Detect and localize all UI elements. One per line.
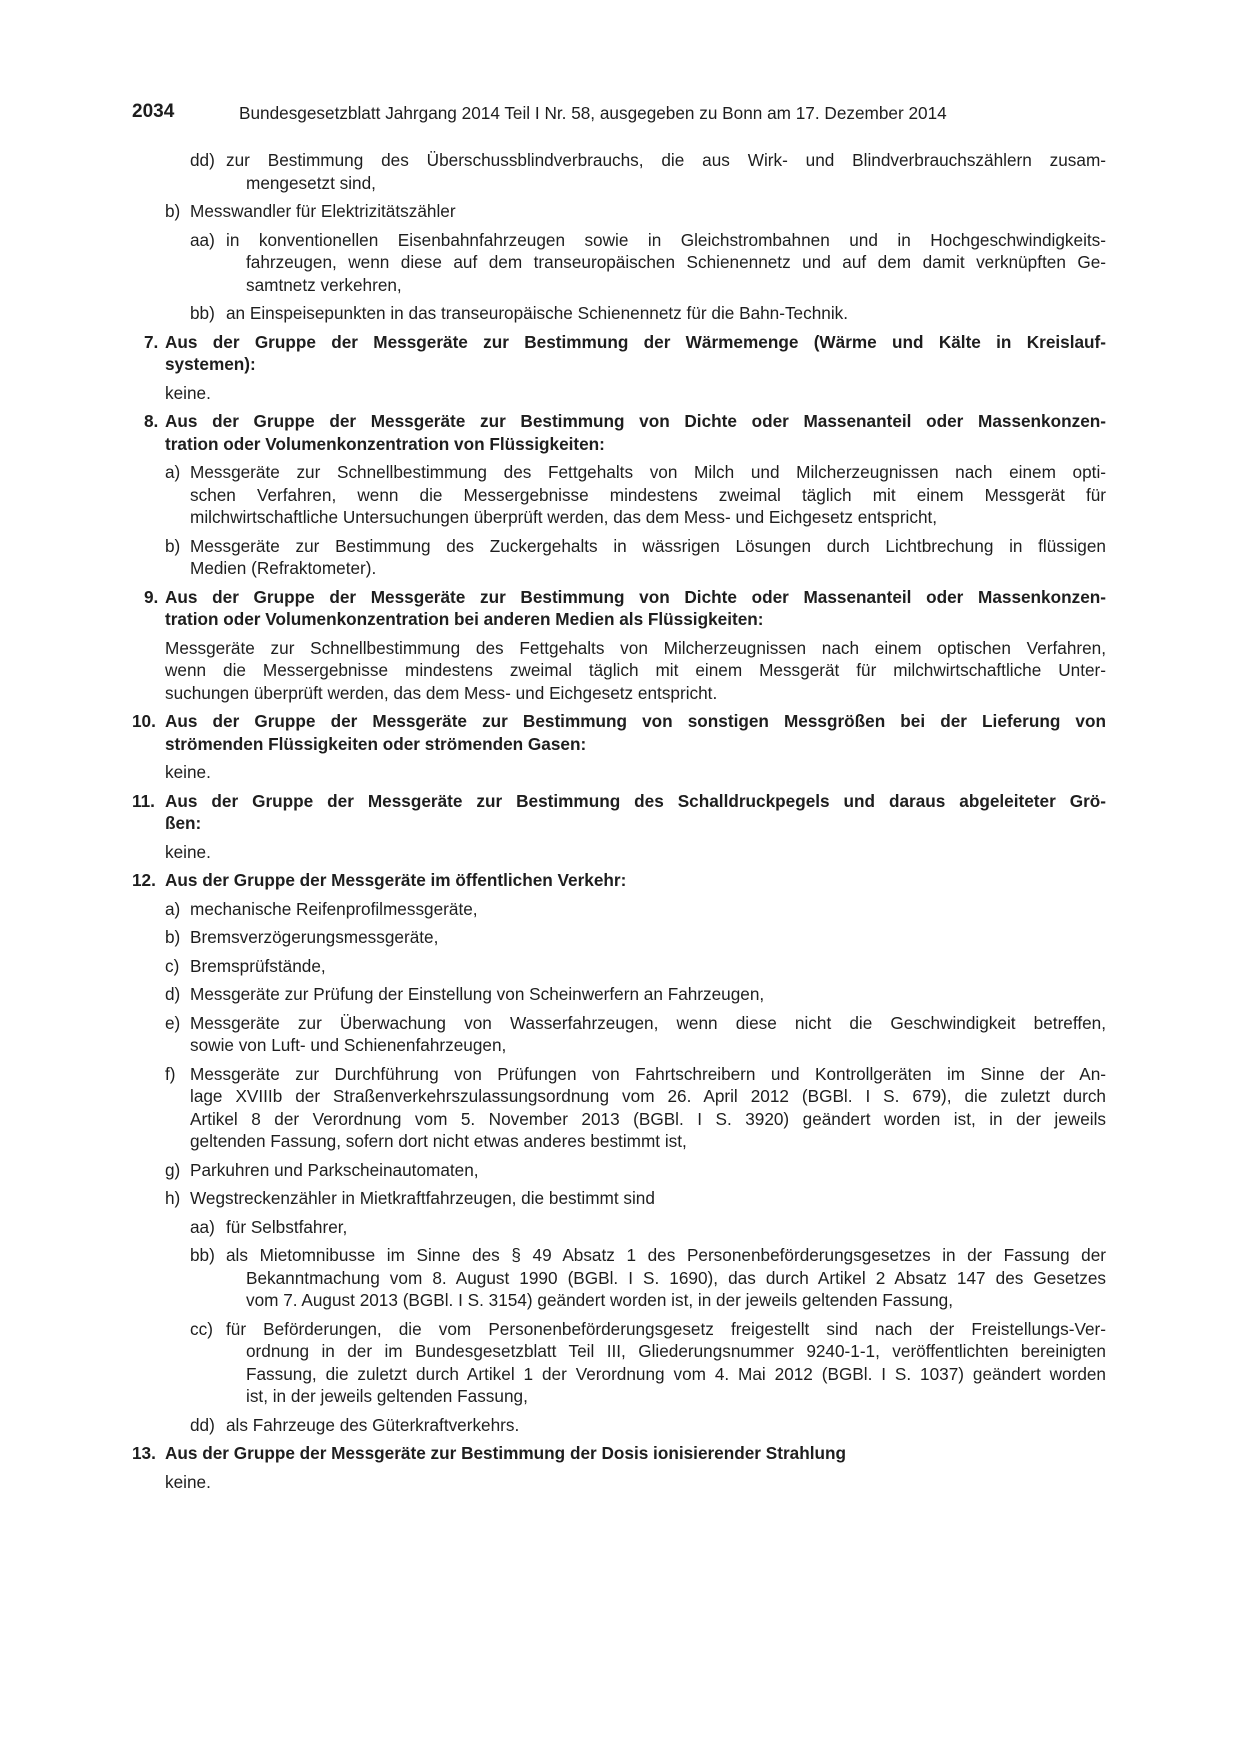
paragraph (132, 637, 1106, 705)
list-marker: aa) (190, 1216, 215, 1237)
list-marker: 9. (144, 586, 159, 607)
text-line: vom 7. August 2013 (BGBl. I S. 3154) geändert worden ist, in der jeweils geltenden Fassung, (246, 1290, 954, 1310)
list-item (132, 955, 1106, 978)
list-marker: d) (165, 984, 181, 1004)
list-item (132, 229, 1106, 297)
text-line: zur Bestimmung des Überschussblindverbrauchs, die aus Wirk- und Blindverbrauchszählern zusam- (226, 150, 1106, 170)
text-line: keine. (165, 762, 211, 782)
list-item (132, 1414, 1106, 1437)
list-marker: a) (165, 898, 181, 919)
list-item (132, 200, 1106, 223)
list-marker: h) (165, 1188, 181, 1208)
list-item (132, 790, 1106, 835)
list-item (132, 1063, 1106, 1153)
list-marker: 8. (144, 411, 159, 431)
text-line: Aus der Gruppe der Messgeräte zur Bestimmung von Dichte oder Massenanteil oder Massenkonzen- (165, 586, 1106, 607)
list-marker: bb) (190, 1245, 215, 1265)
list-item (132, 1187, 1106, 1210)
list-marker: aa) (190, 229, 215, 250)
text-line: Aus der Gruppe der Messgeräte im öffentlichen Verkehr: (165, 870, 627, 890)
text-line: strömenden Flüssigkeiten oder strömenden Gasen: (165, 733, 587, 754)
text-line: in konventionellen Eisenbahnfahrzeugen sowie in Gleichstrombahnen und in Hochgeschwindigkeits- (226, 229, 1106, 250)
list-marker: dd) (190, 150, 215, 170)
text-line: für Beförderungen, die vom Personenbeförderungsgesetz freigestellt sind nach der Freistellungs-Ver- (226, 1318, 1106, 1339)
text-line: keine. (165, 841, 211, 862)
list-marker: 12. (132, 870, 156, 890)
text-line: Aus der Gruppe der Messgeräte zur Bestimmung des Schalldruckpegels und daraus abgeleiteter Grö- (165, 790, 1106, 811)
text-line: lage XVIIIb der Straßenverkehrszulassungsordnung vom 26. April 2012 (BGBl. I S. 679), die zuletzt durch (190, 1086, 1106, 1106)
list-item (132, 1244, 1106, 1312)
list-item (132, 898, 1106, 921)
text-line: als Mietomnibusse im Sinne des § 49 Absatz 1 des Personenbeförderungsgesetzes in der Fassung der (226, 1245, 1106, 1265)
text-line: als Fahrzeuge des Güterkraftverkehrs. (226, 1414, 520, 1435)
list-marker: g) (165, 1159, 181, 1180)
list-marker: e) (165, 1012, 181, 1033)
text-line: Wegstreckenzähler in Mietkraftfahrzeugen, die bestimmt sind (190, 1188, 655, 1208)
list-item (132, 1159, 1106, 1182)
text-line: an Einspeisepunkten in das transeuropäische Schienennetz für die Bahn-Technik. (226, 303, 849, 323)
list-item (132, 869, 1106, 892)
text-line: Messgeräte zur Schnellbestimmung des Fettgehalts von Milch und Milcherzeugnissen nach einem opti- (190, 462, 1106, 482)
text-line: Messgeräte zur Durchführung von Prüfungen von Fahrtschreibern und Kontrollgeräten im Sinne der An- (190, 1063, 1106, 1084)
text-line: Messwandler für Elektrizitätszähler (190, 201, 456, 221)
text-line: suchungen überprüft werden, das dem Mess- und Eichgesetz entspricht. (165, 682, 718, 703)
text-line: Bremsprüfstände, (190, 955, 326, 976)
text-line: samtnetz verkehren, (246, 274, 402, 295)
text-line: systemen): (165, 354, 256, 374)
list-marker: cc) (190, 1318, 213, 1339)
text-line: Aus der Gruppe der Messgeräte zur Bestimmung der Dosis ionisierender Strahlung (165, 1443, 846, 1463)
list-item (132, 586, 1106, 631)
list-item (132, 331, 1106, 376)
list-item (132, 1216, 1106, 1239)
text-line: geltenden Fassung, sofern dort nicht etwas anderes bestimmt ist, (190, 1131, 687, 1151)
list-item (132, 1012, 1106, 1057)
paragraph (132, 1471, 1106, 1494)
list-item (132, 983, 1106, 1006)
text-line: Messgeräte zur Prüfung der Einstellung von Scheinwerfern an Fahrzeugen, (190, 984, 765, 1004)
text-line: Fassung, die zuletzt durch Artikel 1 der Verordnung vom 4. Mai 2012 (BGBl. I S. 1037) geändert worden (246, 1363, 1106, 1384)
text-line: Messgeräte zur Schnellbestimmung des Fettgehalts von Milcherzeugnissen nach einem optischen Verfahren, (165, 637, 1106, 658)
text-line: mechanische Reifenprofilmessgeräte, (190, 898, 478, 919)
list-marker: bb) (190, 303, 215, 323)
list-marker: b) (165, 927, 181, 947)
text-line: ßen: (165, 813, 202, 833)
list-marker: dd) (190, 1414, 215, 1435)
text-line: Medien (Refraktometer). (190, 558, 377, 578)
text-line: keine. (165, 1471, 211, 1492)
text-line: mengesetzt sind, (246, 172, 376, 193)
document-body (132, 149, 1106, 1499)
list-item (132, 461, 1106, 529)
list-item (132, 1442, 1106, 1465)
list-marker: 7. (144, 331, 159, 352)
text-line: keine. (165, 382, 211, 403)
text-line: Messgeräte zur Überwachung von Wasserfahrzeugen, wenn diese nicht die Geschwindigkeit betreffen, (190, 1012, 1106, 1033)
list-item (132, 535, 1106, 580)
text-line: für Selbstfahrer, (226, 1216, 348, 1237)
paragraph (132, 841, 1106, 864)
list-marker: b) (165, 535, 181, 556)
text-line: ordnung in der im Bundesgesetzblatt Teil III, Gliederungsnummer 9240-1-1, veröffentlichten bereinigten (246, 1341, 1106, 1361)
text-line: schen Verfahren, wenn die Messergebnisse mindestens zweimal täglich mit einem Messgerät für (190, 484, 1106, 505)
text-line: Artikel 8 der Verordnung vom 5. November 2013 (BGBl. I S. 3920) geändert worden ist, in der jeweils (190, 1108, 1106, 1129)
list-item (132, 1318, 1106, 1408)
paragraph (132, 761, 1106, 784)
list-marker: c) (165, 955, 180, 976)
list-marker: a) (165, 462, 181, 482)
text-line: Messgeräte zur Bestimmung des Zuckergehalts in wässrigen Lösungen durch Lichtbrechung in flüssigen (190, 535, 1106, 556)
header-title: Bundesgesetzblatt Jahrgang 2014 Teil I Nr. 58, ausgegeben zu Bonn am 17. Dezember 2014 (239, 103, 947, 123)
text-line: fahrzeugen, wenn diese auf dem transeuropäischen Schienennetz und auf dem damit verknüpften Ge- (246, 252, 1106, 272)
paragraph (132, 382, 1106, 405)
list-marker: 13. (132, 1443, 156, 1463)
text-line: Bekanntmachung vom 8. August 1990 (BGBl. I S. 1690), das durch Artikel 2 Absatz 147 des Gesetzes (246, 1267, 1106, 1288)
list-marker: 11. (132, 790, 155, 811)
text-line: Bremsverzögerungsmessgeräte, (190, 927, 439, 947)
text-line: tration oder Volumenkonzentration bei anderen Medien als Flüssigkeiten: (165, 609, 764, 629)
text-line: Aus der Gruppe der Messgeräte zur Bestimmung von sonstigen Messgrößen bei der Lieferung von (165, 711, 1106, 731)
text-line: tration oder Volumenkonzentration von Flüssigkeiten: (165, 433, 605, 454)
list-item (132, 926, 1106, 949)
list-marker: b) (165, 201, 181, 221)
list-item (132, 710, 1106, 755)
list-marker: 10. (132, 711, 156, 731)
text-line: Parkuhren und Parkscheinautomaten, (190, 1159, 479, 1180)
page-header (132, 101, 1112, 127)
text-line: wenn die Messergebnisse mindestens zweimal täglich mit einem Messgerät für milchwirtschaftliche Unter- (165, 660, 1106, 680)
list-item (132, 149, 1106, 194)
text-line: sowie von Luft- und Schienenfahrzeugen, (190, 1035, 507, 1055)
page-number: 2034 (132, 101, 175, 122)
list-item (132, 410, 1106, 455)
list-item (132, 302, 1106, 325)
text-line: milchwirtschaftliche Untersuchungen überprüft werden, das dem Mess- und Eichgesetz entspricht, (190, 507, 938, 527)
text-line: Aus der Gruppe der Messgeräte zur Bestimmung der Wärmemenge (Wärme und Kälte in Kreislauf- (165, 331, 1106, 352)
text-line: Aus der Gruppe der Messgeräte zur Bestimmung von Dichte oder Massenanteil oder Massenkonzen- (165, 411, 1106, 431)
text-line: ist, in der jeweils geltenden Fassung, (246, 1386, 528, 1406)
list-marker: f) (165, 1063, 176, 1084)
